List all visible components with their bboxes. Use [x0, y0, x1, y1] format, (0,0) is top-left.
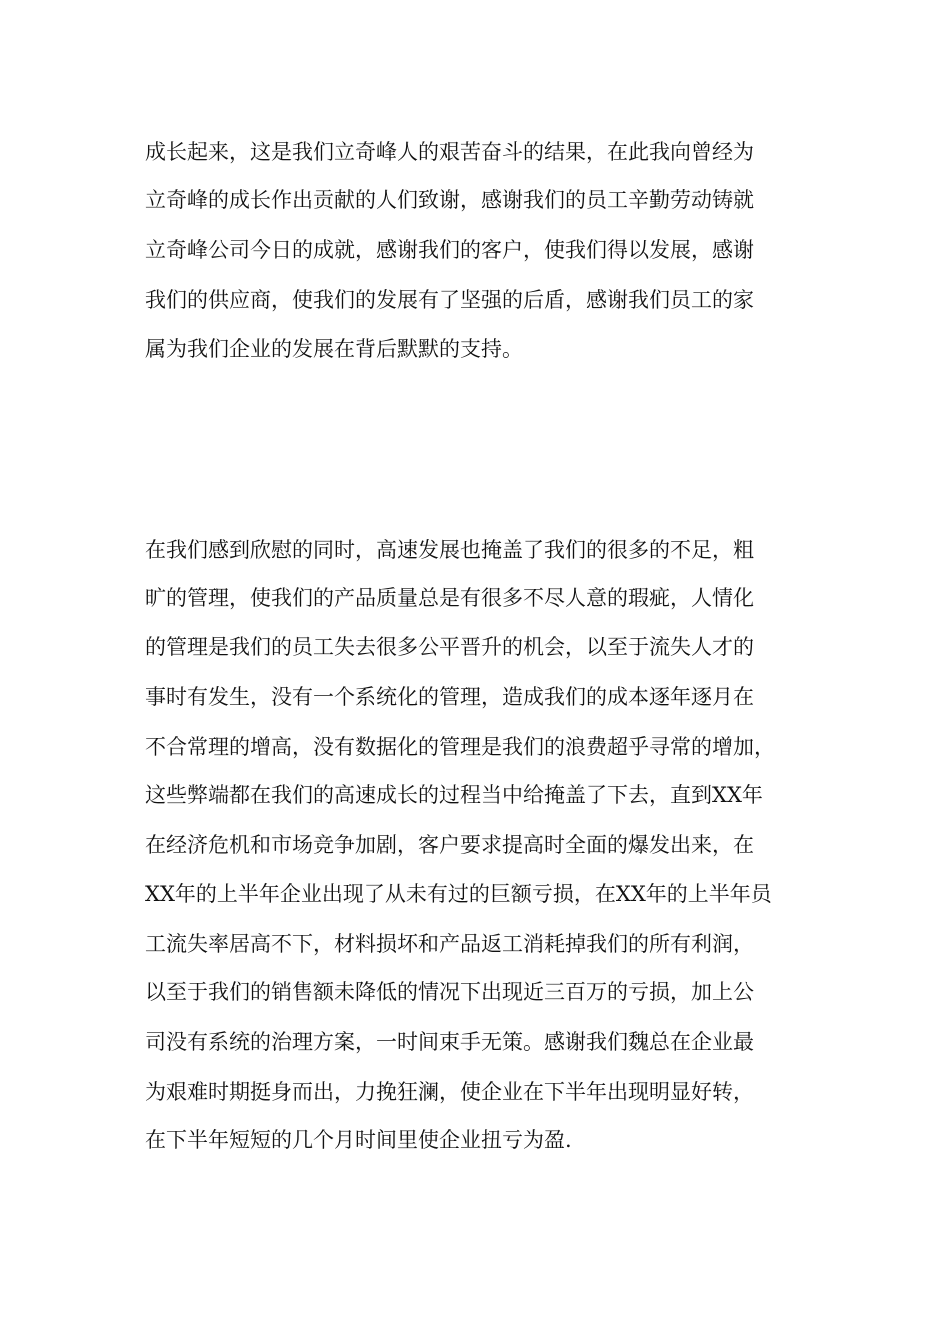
paragraph-2-line-3: 的管理是我们的员工失去很多公平晋升的机会，以至于流失人才的 — [145, 635, 754, 659]
paragraph-2-line-4: 事时有发生，没有一个系统化的管理，造成我们的成本逐年逐月在 — [145, 685, 754, 709]
paragraph-1-line-5: 属为我们企业的发展在背后默默的支持。 — [145, 337, 523, 361]
paragraph-1-line-1: 成长起来，这是我们立奇峰人的艰苦奋斗的结果，在此我向曾经为 — [145, 140, 754, 164]
paragraph-2-line-5: 不合常理的增高，没有数据化的管理是我们的浪费超乎寻常的增加， — [145, 735, 775, 759]
paragraph-2-line-2: 旷的管理，使我们的产品质量总是有很多不尽人意的瑕疵，人情化 — [145, 586, 754, 610]
paragraph-2-line-6: 这些弊端都在我们的高速成长的过程当中给掩盖了下去，直到XX年 — [145, 783, 763, 807]
paragraph-2-line-8: XX年的上半年企业出现了从未有过的巨额亏损，在XX年的上半年员 — [145, 882, 772, 906]
paragraph-2-line-12: 为艰难时期挺身而出，力挽狂澜，使企业在下半年出现明显好转， — [145, 1080, 754, 1104]
paragraph-1-line-4: 我们的供应商，使我们的发展有了坚强的后盾，感谢我们员工的家 — [145, 288, 754, 312]
paragraph-2-line-10: 以至于我们的销售额未降低的情况下出现近三百万的亏损，加上公 — [145, 980, 754, 1004]
paragraph-2-line-9: 工流失率居高不下，材料损坏和产品返工消耗掉我们的所有利润， — [145, 932, 754, 956]
paragraph-2-line-7: 在经济危机和市场竞争加剧，客户要求提高时全面的爆发出来，在 — [145, 833, 754, 857]
paragraph-2-line-1: 在我们感到欣慰的同时，高速发展也掩盖了我们的很多的不足，粗 — [145, 538, 754, 562]
paragraph-1-line-3: 立奇峰公司今日的成就，感谢我们的客户，使我们得以发展，感谢 — [145, 238, 754, 262]
paragraph-2-line-13: 在下半年短短的几个月时间里使企业扭亏为盈. — [145, 1128, 572, 1152]
paragraph-1-line-2: 立奇峰的成长作出贡献的人们致谢，感谢我们的员工辛勤劳动铸就 — [145, 188, 754, 212]
paragraph-2-line-11: 司没有系统的治理方案，一时间束手无策。感谢我们魏总在企业最 — [145, 1030, 754, 1054]
